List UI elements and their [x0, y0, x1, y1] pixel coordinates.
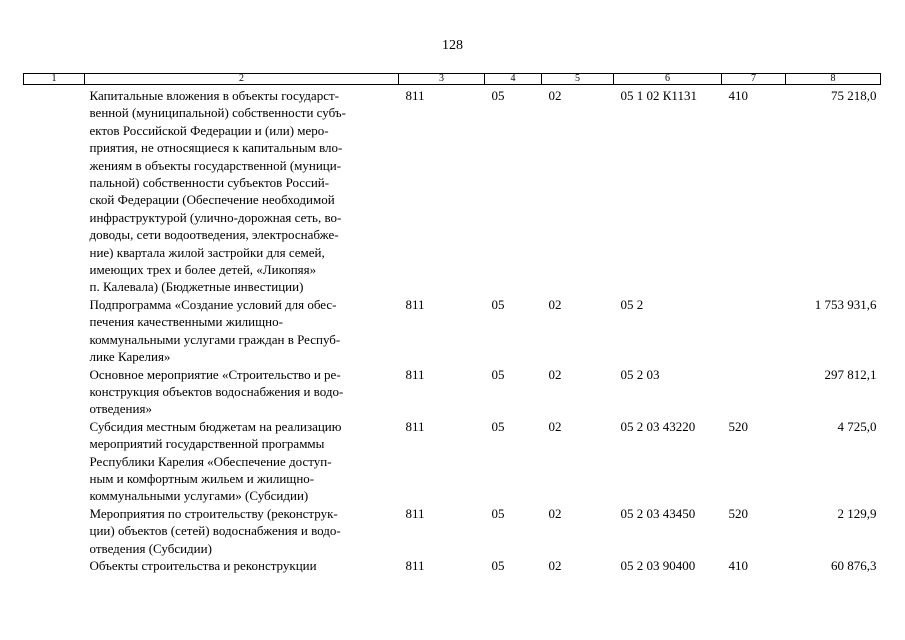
section-code-cell: 05 — [491, 366, 505, 382]
expense-type-cell: 410 — [728, 557, 748, 573]
expense-name-cell — [85, 296, 399, 366]
expense-name-line: отведения (Субсидии) — [89, 540, 212, 556]
subsection-code-cell: 02 — [548, 88, 562, 103]
amount-cell: 297 812,1 — [824, 366, 877, 382]
column-header: 1 — [24, 74, 85, 85]
expense-name-line: пальной) собственности субъектов Россий- — [89, 175, 330, 191]
section-code-cell: 05 — [491, 88, 505, 103]
table-row — [24, 505, 881, 557]
page-number: 128 — [442, 38, 463, 53]
ministry-code-cell: 811 — [405, 296, 425, 312]
section-code-cell: 05 — [491, 557, 505, 573]
subsection-code-cell: 02 — [548, 505, 562, 521]
expense-name-line: п. Калевала) (Бюджетные инвестиции) — [89, 279, 304, 295]
section-code-cell: 05 — [491, 296, 505, 312]
expense-name-line: Объекты строительства и реконструкции — [89, 557, 317, 573]
subsection-code-cell: 02 — [548, 366, 562, 382]
expense-name-line: Мероприятия по строительству (реконструк- — [89, 505, 338, 521]
table-body — [24, 85, 881, 575]
ministry-code-cell: 811 — [405, 88, 425, 103]
expense-name-line: мероприятий государственной программы — [89, 436, 325, 452]
expense-name-line: отведения» — [89, 401, 152, 417]
expense-name-line: приятия, не относящиеся к капитальным вло- — [89, 140, 343, 156]
ministry-code-cell: 811 — [405, 557, 425, 573]
column-header: 7 — [722, 74, 786, 85]
column-header: 8 — [786, 74, 881, 85]
amount-cell: 60 876,3 — [831, 557, 877, 573]
row-number-cell — [24, 296, 85, 366]
budget-table — [23, 73, 881, 574]
expense-name-line: Субсидия местным бюджетам на реализацию — [89, 418, 342, 434]
table-row — [24, 366, 881, 418]
column-number-row — [24, 74, 881, 85]
expense-name-line: коммунальными услугами граждан в Респуб- — [89, 331, 341, 347]
table-row — [24, 296, 881, 366]
expense-name-line: доводы, сети водоотведения, электроснабже- — [89, 227, 339, 243]
target-item-cell: 05 1 02 К1131 — [620, 88, 697, 103]
section-code-cell: 05 — [491, 418, 505, 434]
target-item-cell: 05 2 03 — [620, 366, 660, 382]
ministry-code-cell: 811 — [405, 505, 425, 521]
expense-name-line: жениям в объекты государственной (муници- — [89, 157, 342, 173]
row-number-cell — [24, 505, 85, 557]
expense-name-line: ектов Российской Федерации и (или) меро- — [89, 122, 329, 138]
amount-cell: 2 129,9 — [837, 505, 877, 521]
expense-name-line: печения качественными жилищно- — [89, 314, 283, 330]
expense-name-cell — [85, 505, 399, 557]
expense-name-line: инфраструктурой (улично-дорожная сеть, во- — [89, 209, 342, 225]
target-item-cell: 05 2 03 43220 — [620, 418, 696, 434]
expense-name-line: ным и комфортным жильем и жилищно- — [89, 470, 315, 486]
expense-type-cell: 410 — [728, 88, 748, 103]
subsection-code-cell: 02 — [548, 296, 562, 312]
expense-name-line: Основное мероприятие «Строительство и ре- — [89, 366, 341, 382]
target-item-cell: 05 2 03 90400 — [620, 557, 696, 573]
row-number-cell — [24, 85, 85, 296]
expense-type-cell: 520 — [728, 418, 748, 434]
expense-type-cell — [722, 296, 786, 366]
expense-name-line: лике Карелия» — [89, 349, 171, 365]
expense-name-line: ции) объектов (сетей) водоснабжения и водо- — [89, 523, 341, 539]
column-header: 4 — [485, 74, 542, 85]
expense-name-line: ской Федерации (Обеспечение необходимой — [89, 192, 335, 208]
column-header: 3 — [399, 74, 485, 85]
amount-cell: 75 218,0 — [831, 88, 877, 103]
subsection-code-cell: 02 — [548, 418, 562, 434]
table-row — [24, 418, 881, 505]
expense-name-line: коммунальными услугами» (Субсидии) — [89, 488, 309, 504]
expense-name-line: Подпрограмма «Создание условий для обес- — [89, 296, 337, 312]
expense-name-line: венной (муниципальной) собственности субъ- — [89, 105, 346, 121]
expense-name-line: конструкция объектов водоснабжения и водо- — [89, 383, 344, 399]
amount-cell: 4 725,0 — [837, 418, 877, 434]
column-header: 2 — [85, 74, 399, 85]
expense-name-line: Республики Карелия «Обеспечение доступ- — [89, 453, 332, 469]
table-row — [24, 557, 881, 574]
target-item-cell: 05 2 — [620, 296, 644, 312]
expense-type-cell: 520 — [728, 505, 748, 521]
subsection-code-cell: 02 — [548, 557, 562, 573]
table-row — [24, 85, 881, 296]
ministry-code-cell: 811 — [405, 418, 425, 434]
expense-name-cell — [85, 557, 399, 574]
column-header: 6 — [614, 74, 722, 85]
expense-name-line: ние) квартала жилой застройки для семей, — [89, 244, 325, 260]
section-code-cell: 05 — [491, 505, 505, 521]
expense-name-cell — [85, 366, 399, 418]
expense-name-line: Капитальные вложения в объекты государст- — [89, 88, 339, 103]
column-header: 5 — [542, 74, 614, 85]
expense-name-cell — [85, 418, 399, 505]
amount-cell: 1 753 931,6 — [814, 296, 877, 312]
row-number-cell — [24, 557, 85, 574]
expense-type-cell — [722, 366, 786, 418]
expense-name-cell — [85, 85, 399, 296]
expense-name-line: имеющих трех и более детей, «Ликопяя» — [89, 262, 317, 278]
target-item-cell: 05 2 03 43450 — [620, 505, 696, 521]
table-header — [24, 74, 881, 85]
row-number-cell — [24, 366, 85, 418]
row-number-cell — [24, 418, 85, 505]
ministry-code-cell: 811 — [405, 366, 425, 382]
